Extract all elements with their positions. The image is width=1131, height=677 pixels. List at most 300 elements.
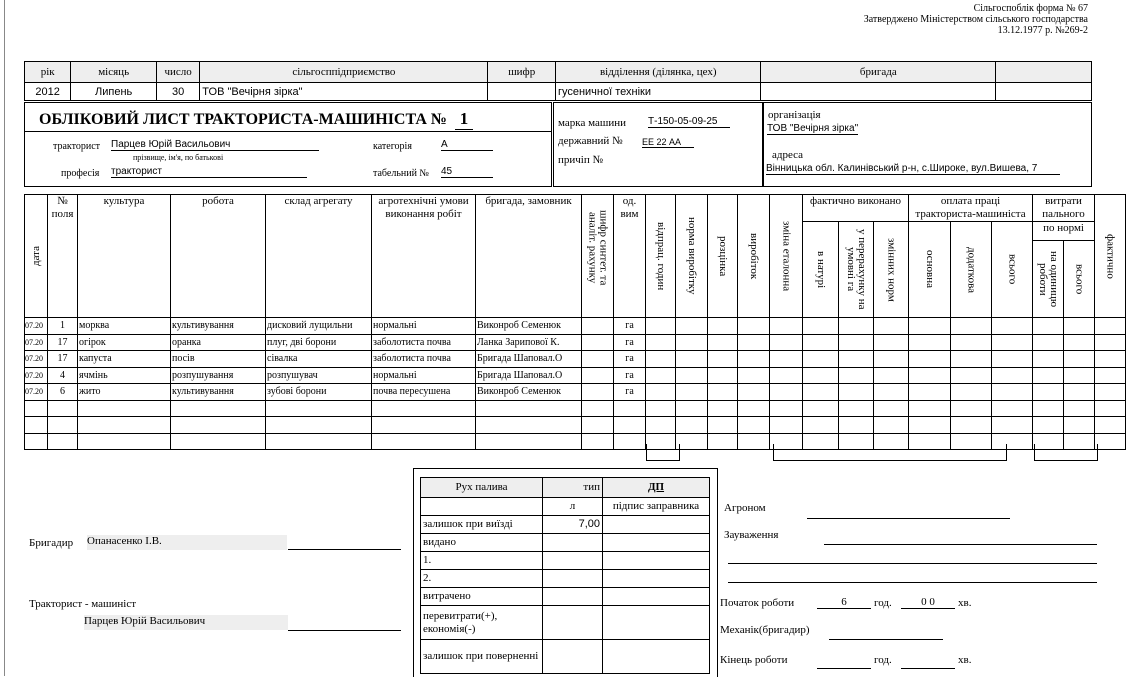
val-cipher[interactable] <box>488 83 556 101</box>
cell-empty[interactable] <box>951 334 992 351</box>
cell-empty[interactable] <box>992 351 1033 368</box>
mechanic-label: Механік(бригадир) <box>720 624 810 636</box>
cell-empty[interactable] <box>372 433 476 450</box>
start-label: Початок роботи <box>720 597 795 609</box>
cell-empty[interactable] <box>909 351 951 368</box>
form-note-line2: Затверджено Міністерством сільського господарства <box>863 14 1088 25</box>
fuel-row-label: залишок при поверненні <box>421 640 543 674</box>
cell-empty[interactable] <box>770 318 803 335</box>
cell-empty[interactable] <box>1033 384 1064 401</box>
tractorist-sign-line[interactable] <box>288 630 401 631</box>
table-row <box>25 400 1126 417</box>
cell-empty[interactable] <box>372 417 476 434</box>
cell-empty[interactable] <box>266 433 372 450</box>
cell-empty[interactable] <box>1033 351 1064 368</box>
brigadier-label: Бригадир <box>29 537 74 549</box>
cell-date[interactable]: 07.20 <box>25 367 48 384</box>
cell-field[interactable]: 17 <box>48 334 78 351</box>
cell-empty[interactable] <box>951 318 992 335</box>
h-work: робота <box>171 195 266 318</box>
fuel-row-sign[interactable] <box>603 552 710 570</box>
cell-empty[interactable] <box>708 318 738 335</box>
h-basic: основна <box>909 222 951 318</box>
cell-empty[interactable] <box>614 417 646 434</box>
fuel-unit: л <box>543 498 603 516</box>
fuel-row <box>421 516 710 534</box>
cell-empty[interactable] <box>1064 384 1095 401</box>
fuel-blank <box>421 498 543 516</box>
cell-empty[interactable] <box>738 318 770 335</box>
cell-empty[interactable] <box>738 367 770 384</box>
category-label: категорія <box>373 141 412 152</box>
cell-empty[interactable] <box>676 367 708 384</box>
cell-empty[interactable] <box>909 400 951 417</box>
cell-empty[interactable] <box>951 384 992 401</box>
total-done[interactable] <box>773 444 1007 461</box>
cell-empty[interactable] <box>1064 367 1095 384</box>
fuel-row-label: витрачено <box>421 588 543 606</box>
cell-empty[interactable] <box>48 417 78 434</box>
cell-brigade[interactable]: Бригада Шаповал.О <box>476 367 582 384</box>
cell-empty[interactable] <box>1064 400 1095 417</box>
page-title <box>39 109 473 130</box>
cell-empty[interactable] <box>1033 417 1064 434</box>
cell-date[interactable]: 07.20 <box>25 351 48 368</box>
cell-empty[interactable] <box>874 318 909 335</box>
cell-empty[interactable] <box>25 400 48 417</box>
fuel-row-label: залишок при виїзді <box>421 516 543 534</box>
h-actual: фактично <box>1095 195 1126 318</box>
fuel-row-sign[interactable] <box>603 516 710 534</box>
cell-work[interactable]: посів <box>171 351 266 368</box>
cell-work[interactable]: культивування <box>171 384 266 401</box>
cell-empty[interactable] <box>1095 334 1126 351</box>
cell-culture[interactable]: капуста <box>78 351 171 368</box>
tractorist-sign-name[interactable] <box>84 615 288 630</box>
fuel-row-label: 2. <box>421 570 543 588</box>
cell-empty[interactable] <box>582 400 614 417</box>
cell-brigade[interactable]: Виконроб Семенюк <box>476 384 582 401</box>
cell-empty[interactable] <box>770 417 803 434</box>
h-shift: зміна еталонна <box>770 195 803 318</box>
cell-empty[interactable] <box>1064 351 1095 368</box>
cell-empty[interactable] <box>951 417 992 434</box>
cell-empty[interactable] <box>78 400 171 417</box>
tractorist-label: тракторист <box>53 141 101 152</box>
cell-empty[interactable] <box>646 367 676 384</box>
h-done: фактично виконано <box>803 195 909 222</box>
val-brigade[interactable] <box>761 83 996 101</box>
cell-empty[interactable] <box>992 334 1033 351</box>
cell-agro[interactable]: нормальні <box>372 318 476 335</box>
cell-empty[interactable] <box>1033 334 1064 351</box>
cell-empty[interactable] <box>582 318 614 335</box>
cell-empty[interactable] <box>1095 351 1126 368</box>
cell-empty[interactable] <box>839 367 874 384</box>
cell-empty[interactable] <box>1064 417 1095 434</box>
fuel-row <box>421 552 710 570</box>
cell-empty[interactable] <box>951 351 992 368</box>
tractorist-sign-name-text: Парцев Юрій Васильович <box>84 615 206 627</box>
cell-empty[interactable] <box>839 351 874 368</box>
cell-agro[interactable]: заболотиста почва <box>372 334 476 351</box>
cell-empty[interactable] <box>582 417 614 434</box>
cell-empty[interactable] <box>770 351 803 368</box>
cell-work[interactable]: культивування <box>171 318 266 335</box>
h-shiftnorm: змінних норм <box>874 222 909 318</box>
hdr-year: рік <box>25 62 71 83</box>
h-natural: в натурі <box>803 222 839 318</box>
cell-work[interactable]: оранка <box>171 334 266 351</box>
cell-empty[interactable] <box>266 400 372 417</box>
cell-empty[interactable] <box>770 400 803 417</box>
hdr-enterprise: сільгосппідприємство <box>200 62 488 83</box>
cell-empty[interactable] <box>738 417 770 434</box>
mechanic-line[interactable] <box>829 639 943 640</box>
cell-field[interactable]: 1 <box>48 318 78 335</box>
top-table <box>24 61 1092 101</box>
cell-empty[interactable] <box>992 400 1033 417</box>
cell-empty[interactable] <box>646 417 676 434</box>
driver-box <box>24 102 552 187</box>
fuel-row-sign[interactable] <box>603 570 710 588</box>
cell-empty[interactable] <box>1033 400 1064 417</box>
cell-empty[interactable] <box>476 417 582 434</box>
cell-empty[interactable] <box>909 384 951 401</box>
cell-empty[interactable] <box>646 334 676 351</box>
cell-empty[interactable] <box>839 384 874 401</box>
fuel-row <box>421 588 710 606</box>
h-pay: оплата праці тракториста-машиніста <box>909 195 1033 222</box>
fuel-row-label: перевитрати(+), економія(-) <box>421 606 543 640</box>
agronom-line[interactable] <box>807 518 1010 519</box>
cell-unit[interactable]: га <box>614 351 646 368</box>
cell-brigade[interactable]: Виконроб Семенюк <box>476 318 582 335</box>
cell-empty[interactable] <box>803 384 839 401</box>
cell-empty[interactable] <box>803 351 839 368</box>
cell-unit[interactable]: га <box>614 384 646 401</box>
start-hour[interactable]: 6 <box>817 596 871 609</box>
h-norm: норма виробітку <box>676 195 708 318</box>
fuel-row-value[interactable] <box>543 606 603 640</box>
cell-empty[interactable] <box>708 351 738 368</box>
title-text: ОБЛІКОВИЙ ЛИСТ ТРАКТОРИСТА-МАШИНІСТА № <box>39 111 447 128</box>
cell-empty[interactable] <box>646 351 676 368</box>
fuel-row-value[interactable] <box>543 588 603 606</box>
cell-field[interactable]: 17 <box>48 351 78 368</box>
cell-empty[interactable] <box>582 367 614 384</box>
h-brigade: бригада, замовник <box>476 195 582 318</box>
hdr-brigade: бригада <box>761 62 996 83</box>
end-hour-label: год. <box>874 654 892 666</box>
start-min-label: хв. <box>958 597 972 609</box>
cell-empty[interactable] <box>1095 433 1126 450</box>
fuel-row <box>421 570 710 588</box>
cell-empty[interactable] <box>874 334 909 351</box>
cell-aggregate[interactable]: дисковий лущильни <box>266 318 372 335</box>
org-field[interactable]: ТОВ "Вечірня зірка" <box>767 123 859 134</box>
brigadier-sign-line[interactable] <box>288 549 401 550</box>
tabel-label: табельний № <box>373 168 429 179</box>
cell-empty[interactable] <box>992 384 1033 401</box>
cell-empty[interactable] <box>951 367 992 384</box>
cell-aggregate[interactable]: плуг, дві борони <box>266 334 372 351</box>
cell-date[interactable]: 07.20 <box>25 334 48 351</box>
fuel-type-label: тип <box>543 478 603 498</box>
work-table <box>24 194 1126 450</box>
end-min-label: хв. <box>958 654 972 666</box>
cell-culture[interactable]: ячмінь <box>78 367 171 384</box>
cell-empty[interactable] <box>770 334 803 351</box>
table-row <box>25 367 1126 384</box>
h-hours: відпрац. годин <box>646 195 676 318</box>
fuel-row-sign[interactable] <box>603 588 710 606</box>
addr-label: адреса <box>772 149 804 161</box>
cell-empty[interactable] <box>646 384 676 401</box>
fuel-row-sign[interactable] <box>603 606 710 640</box>
cell-empty[interactable] <box>708 367 738 384</box>
cell-empty[interactable] <box>266 417 372 434</box>
cell-empty[interactable] <box>1033 318 1064 335</box>
cell-brigade[interactable]: Бригада Шаповал.О <box>476 351 582 368</box>
profession-label: професія <box>61 168 100 179</box>
state-field[interactable]: ЕЕ 22 АА <box>642 137 694 148</box>
cell-empty[interactable] <box>78 417 171 434</box>
cell-empty[interactable] <box>770 384 803 401</box>
remarks-line-2[interactable] <box>728 563 1097 564</box>
cell-empty[interactable] <box>48 433 78 450</box>
cell-aggregate[interactable]: зубові борони <box>266 384 372 401</box>
cell-empty[interactable] <box>839 318 874 335</box>
fuel-row-value[interactable]: 7,00 <box>543 516 603 534</box>
cell-unit[interactable]: га <box>614 367 646 384</box>
end-hour-line[interactable] <box>817 668 871 669</box>
cell-empty[interactable] <box>676 400 708 417</box>
cell-empty[interactable] <box>476 400 582 417</box>
cell-empty[interactable] <box>992 367 1033 384</box>
fuel-row-value[interactable] <box>543 534 603 552</box>
val-day[interactable]: 30 <box>156 83 199 101</box>
cell-empty[interactable] <box>1095 367 1126 384</box>
cell-empty[interactable] <box>770 367 803 384</box>
brand-label: марка машини <box>558 117 626 129</box>
cell-empty[interactable] <box>803 417 839 434</box>
cell-empty[interactable] <box>839 400 874 417</box>
cell-unit[interactable]: га <box>614 334 646 351</box>
hdr-department: відділення (ділянка, цех) <box>555 62 761 83</box>
cell-empty[interactable] <box>676 351 708 368</box>
fuel-table <box>420 477 710 674</box>
brigadier-name[interactable]: Опанасенко І.В. <box>87 535 287 550</box>
brand-field[interactable]: Т-150-05-09-25 <box>648 116 730 128</box>
h-fueltotal: всього <box>1064 241 1095 318</box>
tractorist-sign-label: Тракторист - машиніст <box>29 598 137 610</box>
cell-empty[interactable] <box>874 417 909 434</box>
form-note-line1: Сільгоспоблік форма № 67 <box>973 3 1088 14</box>
cell-empty[interactable] <box>909 334 951 351</box>
cell-empty[interactable] <box>372 400 476 417</box>
h-total: всього <box>992 222 1033 318</box>
hdr-empty <box>996 62 1092 83</box>
fuel-row-sign[interactable] <box>603 640 710 674</box>
cell-empty[interactable] <box>708 384 738 401</box>
cell-empty[interactable] <box>708 334 738 351</box>
cell-empty[interactable] <box>1064 334 1095 351</box>
start-min[interactable]: 0 0 <box>901 596 955 609</box>
cell-empty[interactable] <box>992 417 1033 434</box>
cell-aggregate[interactable]: розпушувач <box>266 367 372 384</box>
h-field: № поля <box>48 195 78 318</box>
cell-empty[interactable] <box>25 417 48 434</box>
cell-unit[interactable]: га <box>614 318 646 335</box>
org-box <box>763 102 1092 187</box>
cell-empty[interactable] <box>1033 367 1064 384</box>
cell-empty[interactable] <box>582 384 614 401</box>
fuel-row-sign[interactable] <box>603 534 710 552</box>
cell-empty[interactable] <box>1095 400 1126 417</box>
h-unit: од. вим <box>614 195 646 318</box>
h-bynorm: по нормі <box>1033 222 1095 241</box>
end-label: Кінець роботи <box>720 654 788 666</box>
cell-empty[interactable] <box>171 433 266 450</box>
cell-empty[interactable] <box>476 433 582 450</box>
cell-empty[interactable] <box>874 351 909 368</box>
cell-empty[interactable] <box>909 417 951 434</box>
cell-empty[interactable] <box>738 384 770 401</box>
cell-empty[interactable] <box>1095 384 1126 401</box>
cell-empty[interactable] <box>708 417 738 434</box>
title-number: 1 <box>455 109 473 130</box>
cell-empty[interactable] <box>614 400 646 417</box>
fuel-row-value[interactable] <box>543 552 603 570</box>
val-empty[interactable] <box>996 83 1092 101</box>
state-label: державний № <box>558 135 623 147</box>
profession-field[interactable]: тракторист <box>111 166 307 178</box>
cell-empty[interactable] <box>992 318 1033 335</box>
h-date: дата <box>25 195 48 318</box>
tabel-field[interactable]: 45 <box>441 166 493 178</box>
cell-empty[interactable] <box>171 400 266 417</box>
cell-date[interactable]: 07.20 <box>25 384 48 401</box>
val-month[interactable]: Липень <box>71 83 157 101</box>
cell-work[interactable]: розпушування <box>171 367 266 384</box>
h-perunit: на одиницю роботи <box>1033 241 1064 318</box>
cell-empty[interactable] <box>48 400 78 417</box>
cell-empty[interactable] <box>25 433 48 450</box>
cell-field[interactable]: 6 <box>48 384 78 401</box>
title-divider <box>25 131 551 132</box>
cell-empty[interactable] <box>171 417 266 434</box>
h-ha: у перерахунку на умовні га <box>839 222 874 318</box>
category-field[interactable]: А <box>441 139 493 151</box>
cell-field[interactable]: 4 <box>48 367 78 384</box>
cell-empty[interactable] <box>909 318 951 335</box>
total-fuel[interactable] <box>1034 444 1098 461</box>
val-department[interactable]: гусеничної техніки <box>555 83 761 101</box>
cell-empty[interactable] <box>738 351 770 368</box>
h-extra: додаткова <box>951 222 992 318</box>
remarks-line-1[interactable] <box>824 544 1097 545</box>
fuel-row <box>421 606 710 640</box>
cell-empty[interactable] <box>738 400 770 417</box>
val-enterprise[interactable]: ТОВ "Вечірня зірка" <box>200 83 488 101</box>
cell-empty[interactable] <box>874 384 909 401</box>
cell-empty[interactable] <box>1095 318 1126 335</box>
cell-empty[interactable] <box>582 433 614 450</box>
trailer-label: причіп № <box>558 154 603 166</box>
cell-empty[interactable] <box>676 417 708 434</box>
fuel-title: Рух палива <box>421 478 543 498</box>
cell-aggregate[interactable]: сівалка <box>266 351 372 368</box>
hdr-cipher: шифр <box>488 62 556 83</box>
cell-empty[interactable] <box>909 367 951 384</box>
val-year[interactable]: 2012 <box>25 83 71 101</box>
cell-empty[interactable] <box>676 384 708 401</box>
cell-empty[interactable] <box>646 400 676 417</box>
cell-culture[interactable]: морква <box>78 318 171 335</box>
fuel-sign-label: підпис заправника <box>603 498 710 516</box>
end-min-line[interactable] <box>901 668 955 669</box>
tractorist-field[interactable]: Парцев Юрій Васильович <box>111 139 319 151</box>
cell-empty[interactable] <box>874 367 909 384</box>
cell-empty[interactable] <box>676 318 708 335</box>
cell-empty[interactable] <box>614 433 646 450</box>
form-note-line3: 13.12.1977 р. №269-2 <box>997 25 1088 36</box>
table-row <box>25 334 1126 351</box>
cell-empty[interactable] <box>1064 318 1095 335</box>
cell-empty[interactable] <box>676 334 708 351</box>
fuel-row-label: видано <box>421 534 543 552</box>
cell-empty[interactable] <box>1095 417 1126 434</box>
addr-field[interactable]: Вінницька обл. Калинівський р-н, с.Широке, вул.Вишева, 7 <box>766 163 1060 175</box>
h-output: виробіток <box>738 195 770 318</box>
fuel-row-value[interactable] <box>543 640 603 674</box>
machine-box <box>553 102 763 187</box>
cell-culture[interactable]: огірок <box>78 334 171 351</box>
cell-empty[interactable] <box>839 334 874 351</box>
remarks-line-3[interactable] <box>728 582 1097 583</box>
cell-brigade[interactable]: Ланка Зарипової К. <box>476 334 582 351</box>
cell-culture[interactable]: жито <box>78 384 171 401</box>
fuel-type-value[interactable]: ДП <box>603 478 710 498</box>
total-hours[interactable] <box>646 444 680 461</box>
cell-empty[interactable] <box>874 400 909 417</box>
cell-empty[interactable] <box>582 351 614 368</box>
h-aggregate: склад агрегату <box>266 195 372 318</box>
cell-empty[interactable] <box>582 334 614 351</box>
cell-empty[interactable] <box>803 334 839 351</box>
cell-empty[interactable] <box>803 400 839 417</box>
cell-agro[interactable]: заболотиста почва <box>372 351 476 368</box>
cell-empty[interactable] <box>78 433 171 450</box>
cell-agro[interactable]: почва пересушена <box>372 384 476 401</box>
cell-empty[interactable] <box>951 400 992 417</box>
hdr-day: число <box>156 62 199 83</box>
cell-empty[interactable] <box>708 400 738 417</box>
cell-empty[interactable] <box>646 318 676 335</box>
cell-empty[interactable] <box>839 417 874 434</box>
cell-empty[interactable] <box>738 334 770 351</box>
cell-date[interactable]: 07.20 <box>25 318 48 335</box>
cell-empty[interactable] <box>803 318 839 335</box>
cell-empty[interactable] <box>803 367 839 384</box>
page-edge <box>4 0 5 676</box>
org-label: організація <box>768 109 821 121</box>
name-hint: прізвище, ім'я, по батькові <box>133 153 224 162</box>
fuel-row <box>421 534 710 552</box>
fuel-row-value[interactable] <box>543 570 603 588</box>
cell-agro[interactable]: нормальні <box>372 367 476 384</box>
